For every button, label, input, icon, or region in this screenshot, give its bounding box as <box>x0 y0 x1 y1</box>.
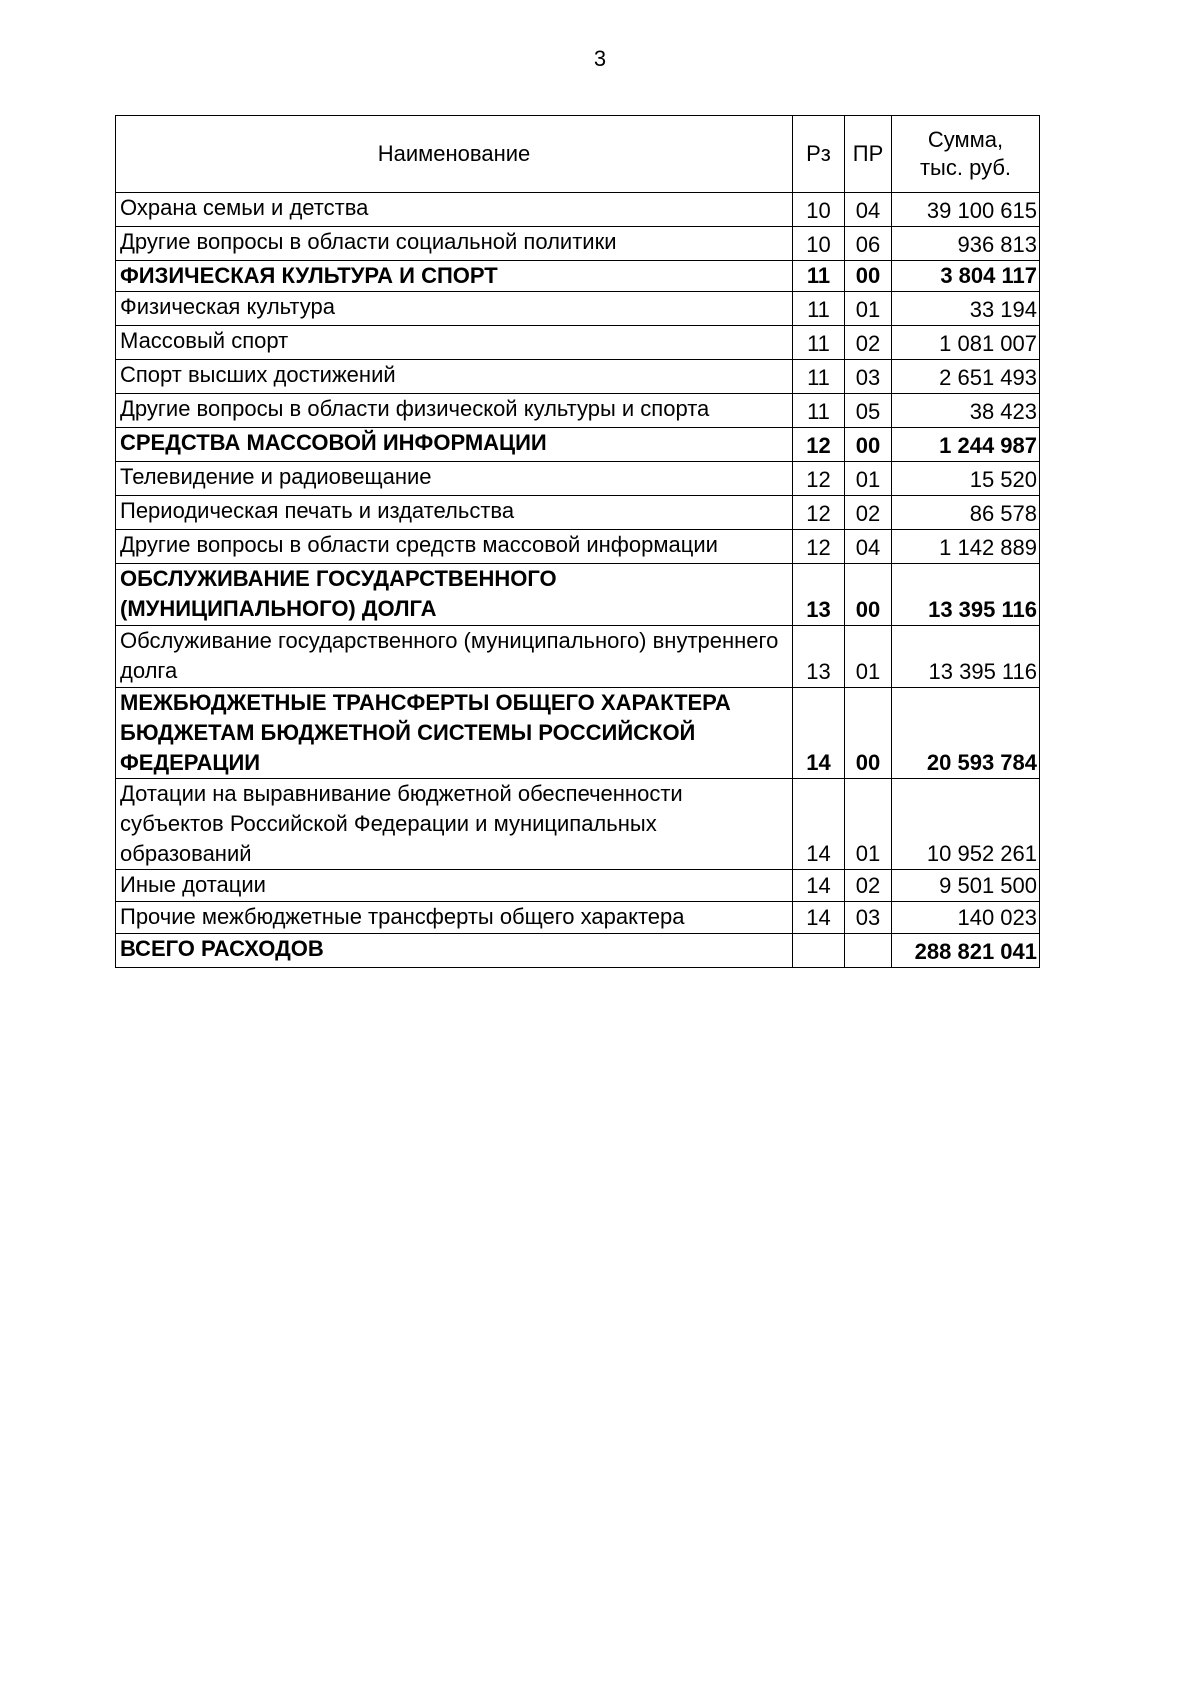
row-rz-cell: 10 <box>793 227 845 261</box>
row-pr-cell: 03 <box>845 360 892 394</box>
total-pr-cell <box>845 934 892 968</box>
table-section-row <box>116 564 1040 626</box>
row-name-cell: Дотации на выравнивание бюджетной обеспеченности субъектов Российской Федерации и муниципальных образований <box>116 779 793 870</box>
row-sum-cell: 140 023 <box>892 902 1040 934</box>
row-rz-cell: 10 <box>793 193 845 227</box>
row-pr-cell: 01 <box>845 779 892 870</box>
row-sum-cell: 1 081 007 <box>892 326 1040 360</box>
row-pr-cell: 00 <box>845 428 892 462</box>
table-section-row <box>116 261 1040 292</box>
row-sum-cell: 10 952 261 <box>892 779 1040 870</box>
row-sum-cell: 86 578 <box>892 496 1040 530</box>
row-name-cell: ФИЗИЧЕСКАЯ КУЛЬТУРА И СПОРТ <box>116 261 793 292</box>
row-name-cell: Физическая культура <box>116 292 793 326</box>
row-sum-cell: 1 244 987 <box>892 428 1040 462</box>
row-rz-cell: 11 <box>793 261 845 292</box>
row-name-cell: Массовый спорт <box>116 326 793 360</box>
row-sum-cell: 33 194 <box>892 292 1040 326</box>
total-name-cell: ВСЕГО РАСХОДОВ <box>116 934 793 968</box>
table-row <box>116 326 1040 360</box>
row-pr-cell: 00 <box>845 688 892 779</box>
row-pr-cell: 05 <box>845 394 892 428</box>
page-number: 3 <box>593 46 607 71</box>
table-row <box>116 292 1040 326</box>
row-sum-cell: 936 813 <box>892 227 1040 261</box>
row-sum-cell: 3 804 117 <box>892 261 1040 292</box>
header-pr: ПР <box>845 116 892 193</box>
row-rz-cell: 11 <box>793 360 845 394</box>
row-sum-cell: 20 593 784 <box>892 688 1040 779</box>
row-pr-cell: 01 <box>845 626 892 688</box>
row-sum-cell: 15 520 <box>892 462 1040 496</box>
budget-table <box>115 115 1040 968</box>
row-name-cell: Другие вопросы в области социальной политики <box>116 227 793 261</box>
table-row <box>116 626 1040 688</box>
total-rz-cell <box>793 934 845 968</box>
row-pr-cell: 01 <box>845 292 892 326</box>
row-rz-cell: 12 <box>793 428 845 462</box>
row-name-cell: Иные дотации <box>116 870 793 902</box>
row-name-cell: ОБСЛУЖИВАНИЕ ГОСУДАРСТВЕННОГО (МУНИЦИПАЛЬНОГО) ДОЛГА <box>116 564 793 626</box>
table-body <box>116 193 1040 968</box>
table-row <box>116 530 1040 564</box>
row-pr-cell: 02 <box>845 870 892 902</box>
table-row <box>116 193 1040 227</box>
row-rz-cell: 11 <box>793 292 845 326</box>
row-name-cell: Охрана семьи и детства <box>116 193 793 227</box>
row-rz-cell: 13 <box>793 626 845 688</box>
row-rz-cell: 14 <box>793 688 845 779</box>
row-rz-cell: 12 <box>793 530 845 564</box>
row-pr-cell: 03 <box>845 902 892 934</box>
row-pr-cell: 01 <box>845 462 892 496</box>
row-pr-cell: 04 <box>845 530 892 564</box>
row-sum-cell: 2 651 493 <box>892 360 1040 394</box>
table-row <box>116 462 1040 496</box>
row-rz-cell: 14 <box>793 902 845 934</box>
row-pr-cell: 00 <box>845 261 892 292</box>
row-sum-cell: 1 142 889 <box>892 530 1040 564</box>
row-rz-cell: 14 <box>793 779 845 870</box>
row-sum-cell: 38 423 <box>892 394 1040 428</box>
row-rz-cell: 11 <box>793 394 845 428</box>
row-name-cell: МЕЖБЮДЖЕТНЫЕ ТРАНСФЕРТЫ ОБЩЕГО ХАРАКТЕРА БЮДЖЕТАМ БЮДЖЕТНОЙ СИСТЕМЫ РОССИЙСКОЙ ФЕДЕРАЦИИ <box>116 688 793 779</box>
row-rz-cell: 14 <box>793 870 845 902</box>
header-sum: Сумма, тыс. руб. <box>892 116 1040 193</box>
header-name: Наименование <box>116 116 793 193</box>
table-row <box>116 902 1040 934</box>
row-name-cell: Обслуживание государственного (муниципального) внутреннего долга <box>116 626 793 688</box>
table-row <box>116 227 1040 261</box>
table-section-row <box>116 428 1040 462</box>
row-rz-cell: 12 <box>793 496 845 530</box>
total-sum-cell: 288 821 041 <box>892 934 1040 968</box>
row-pr-cell: 06 <box>845 227 892 261</box>
row-name-cell: Другие вопросы в области средств массовой информации <box>116 530 793 564</box>
row-pr-cell: 02 <box>845 326 892 360</box>
row-pr-cell: 04 <box>845 193 892 227</box>
row-sum-cell: 9 501 500 <box>892 870 1040 902</box>
table-row <box>116 870 1040 902</box>
row-rz-cell: 12 <box>793 462 845 496</box>
table-total-row <box>116 934 1040 968</box>
table-row <box>116 496 1040 530</box>
table-header-row <box>116 116 1040 193</box>
row-name-cell: Спорт высших достижений <box>116 360 793 394</box>
row-name-cell: Другие вопросы в области физической культуры и спорта <box>116 394 793 428</box>
row-rz-cell: 11 <box>793 326 845 360</box>
row-name-cell: Периодическая печать и издательства <box>116 496 793 530</box>
row-name-cell: Прочие межбюджетные трансферты общего характера <box>116 902 793 934</box>
row-sum-cell: 39 100 615 <box>892 193 1040 227</box>
row-name-cell: СРЕДСТВА МАССОВОЙ ИНФОРМАЦИИ <box>116 428 793 462</box>
table-section-row <box>116 688 1040 779</box>
row-sum-cell: 13 395 116 <box>892 626 1040 688</box>
table-row <box>116 779 1040 870</box>
row-sum-cell: 13 395 116 <box>892 564 1040 626</box>
row-pr-cell: 02 <box>845 496 892 530</box>
header-rz: Рз <box>793 116 845 193</box>
row-rz-cell: 13 <box>793 564 845 626</box>
row-pr-cell: 00 <box>845 564 892 626</box>
row-name-cell: Телевидение и радиовещание <box>116 462 793 496</box>
table-row <box>116 360 1040 394</box>
table-row <box>116 394 1040 428</box>
